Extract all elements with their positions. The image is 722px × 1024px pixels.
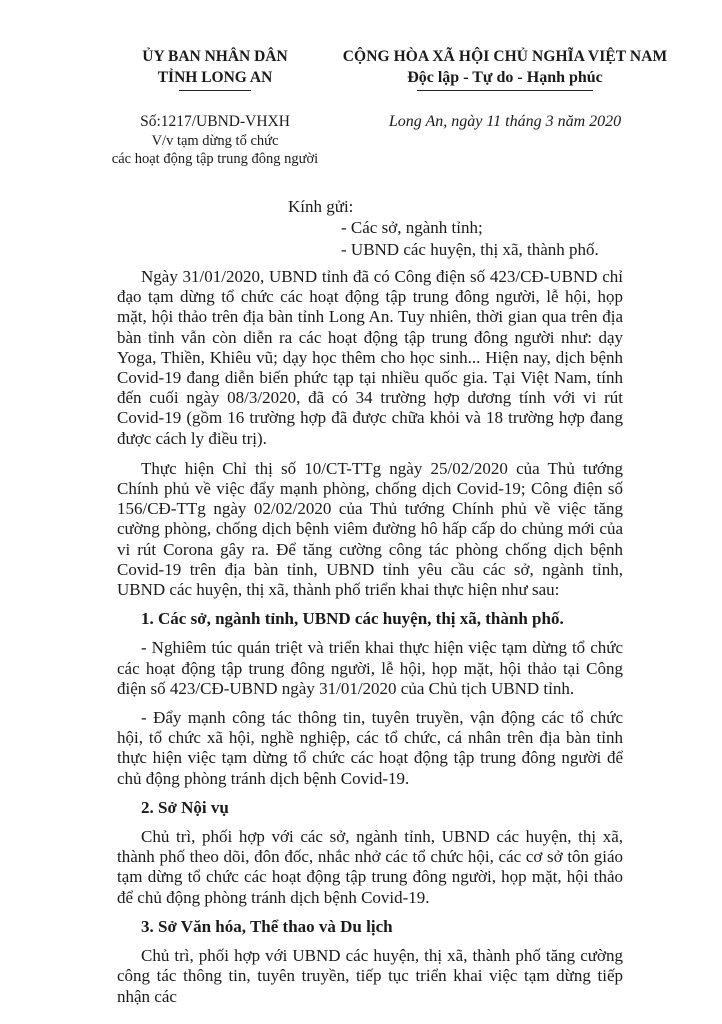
section-2-heading: 2. Sở Nội vụ [141,797,229,817]
authority-province: TỈNH LONG AN [157,69,273,86]
subject-line-1: V/v tạm dừng tổ chức [151,133,279,149]
motto-underline [417,90,593,91]
section-3-heading: 3. Sở Văn hóa, Thể thao và Du lịch [141,916,393,936]
section-1-item-2: - Đẩy mạnh công tác thông tin, tuyên truyền, vận động các tổ chức hội, tổ chức xã hội, nghề nghiệp, các tổ chức, cá nhân trên địa bàn tỉnh thực hiện việc tạm dừng tổ chức các hoạt động tập trung đông người để chủ động phòng tránh dịch bệnh Covid-19. [117,708,623,788]
section-1-heading: 1. Các sở, ngành tỉnh, UBND các huyện, thị xã, thành phố. [141,609,564,629]
subject-line-2: các hoạt động tập trung đông người [111,151,319,167]
paragraph-directive: Thực hiện Chỉ thị số 10/CT-TTg ngày 25/02/2020 của Thủ tướng Chính phủ về việc đẩy mạnh phòng, chống dịch Covid-19; Công điện số 156/CĐ-TTg ngày 02/02/2020 của Thủ tướng Chính phủ về việc tăng cường phòng, chống dịch bệnh viêm đường hô hấp cấp do chủng mới của vi rút Corona gây ra. Để tăng cường công tác phòng chống dịch bệnh Covid-19 trên địa bàn tỉnh, UBND tỉnh yêu cầu các sở, ngành tỉnh, UBND các huyện, thị xã, thành phố triển khai thực hiện như sau: [117,458,623,600]
document-number: Số:1217/UBND-VHXH [140,113,290,130]
issuing-authority-block [100,46,330,168]
section-1-item-1: - Nghiêm túc quán triệt và triển khai thực hiện việc tạm dừng tổ chức các hoạt động tập trung đông người, lễ hội, họp mặt, hội thảo tại Công điện số 423/CĐ-UBND ngày 31/01/2020 của Chủ tịch UBND tỉnh. [117,638,623,698]
recipient-list [341,217,599,261]
national-heading-block [330,46,680,132]
recipient-item: - Các sở, ngành tỉnh; [341,218,483,237]
national-title: CỘNG HÒA XÃ HỘI CHỦ NGHĨA VIỆT NAM [342,48,668,65]
section-2-text: Chủ trì, phối hợp với các sở, ngành tỉnh, UBND các huyện, thị xã, thành phố theo dõi, đôn đốc, nhắc nhở các tổ chức hội, các cơ sở tôn giáo tạm dừng tổ chức các hoạt động tập trung đông người, họp mặt, hội thảo để chủ động phòng tránh dịch bệnh Covid-19. [117,827,623,907]
authority-underline [179,90,251,91]
recipient-item: - UBND các huyện, thị xã, thành phố. [341,240,599,259]
issue-date: Long An, ngày 11 tháng 3 năm 2020 [388,113,622,130]
national-motto: Độc lập - Tự do - Hạnh phúc [407,69,603,86]
section-3-text: Chủ trì, phối hợp với UBND các huyện, thị xã, thành phố tăng cường công tác thông tin, tuyên truyền, tiếp tục triển khai việc tạm dừng tiếp nhận các [117,946,623,1006]
paragraph-context: Ngày 31/01/2020, UBND tỉnh đã có Công điện số 423/CĐ-UBND chỉ đạo tạm dừng tổ chức các hoạt động tập trung đông người, lễ hội, họp mặt, hội thảo trên địa bàn tỉnh Long An. Tuy nhiên, thời gian qua trên địa bàn tỉnh vẫn còn diễn ra các hoạt động tập trung đông người như: dạy Yoga, Thiền, Khiêu vũ; dạy học thêm cho học sinh... Hiện nay, dịch bệnh Covid-19 đang diễn biến phức tạp tại nhiều quốc gia. Tại Việt Nam, tính đến cuối ngày 08/3/2020, đã có 34 trường hợp dương tính với vi rút Covid-19 (gồm 16 trường hợp đã được chữa khỏi và 18 trường hợp đang được cách ly điều trị). [117,267,623,448]
addressee-label: Kính gửi: [288,197,354,216]
authority-name: ỦY BAN NHÂN DÂN [142,48,288,65]
document-body [117,267,623,1007]
